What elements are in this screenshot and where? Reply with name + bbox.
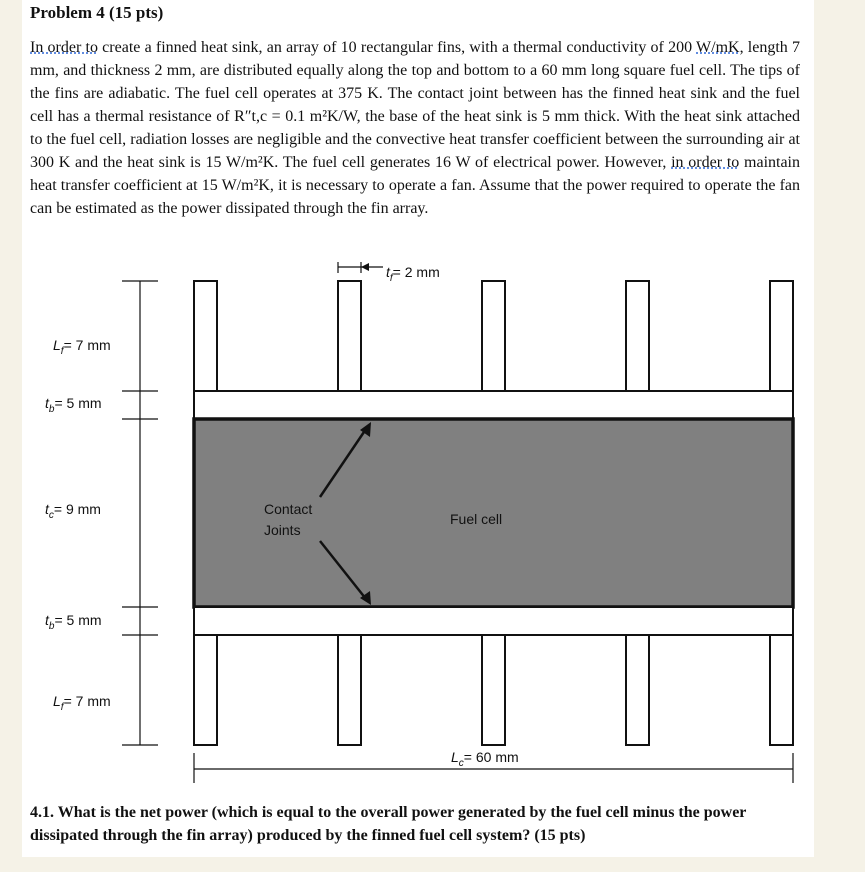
fin-bottom-3 <box>482 635 505 745</box>
contact-label-1: Contact <box>264 501 313 517</box>
contact-label-2: Joints <box>264 522 301 538</box>
lc-label: $L_c= 60$ mm <box>451 749 519 769</box>
fin-bottom-4 <box>626 635 649 745</box>
fin-top-5 <box>770 281 793 391</box>
question-4-1: 4.1. What is the net power (which is equal to the overall power generated by the fuel cell minus the power dissipated through the fin array) produced by the finned fuel cell system? (15 pts) <box>30 804 747 844</box>
lf-bottom-label: $L_f= 7$ mm <box>53 693 111 713</box>
tf-label: $t_f= 2$ mm <box>386 264 440 284</box>
problem-title: Problem 4 (15 pts) <box>30 3 164 22</box>
lf-top-label: $L_f= 7$ mm <box>53 337 111 357</box>
tb-top-label: $t_b= 5$ mm <box>45 395 102 415</box>
text-part-5: in order to <box>671 154 740 171</box>
fin-top-4 <box>626 281 649 391</box>
text-part-2: create a finned heat sink, an array of 10 rectangular fins, with a thermal conductivity of 200 <box>97 39 697 56</box>
tf-dimension-marker <box>338 262 383 273</box>
text-part-3: W/mK <box>696 39 740 56</box>
fuel-cell-label: Fuel cell <box>450 511 503 527</box>
fin-top-1 <box>194 281 217 391</box>
tb-bottom-label: $t_b= 5$ mm <box>45 612 102 632</box>
text-part-4: , length 7 mm, and thickness 2 mm, are distributed equally along the top and bottom to a 60 mm long square fuel cell. The tips of the fins are adiabatic. The fuel cell operates at 375 K. The contact joint between has the finned heat sink and the fuel cell has a thermal resistance of R″t,c = 0.1 m²K/W, the base of the heat sink is 5 mm thick. With the heat sink attached to the fuel cell, radiation losses are negligible and the convective heat transfer coefficient between the surrounding air at 300 K and the heat sink is 15 W/m²K. The fuel cell generates 16 W of electrical power. However, <box>30 39 801 171</box>
fin-bottom-2 <box>338 635 361 745</box>
bottom-base <box>194 607 793 635</box>
fin-bottom-5 <box>770 635 793 745</box>
top-base <box>194 391 793 419</box>
top-fins <box>194 281 793 391</box>
fin-bottom-1 <box>194 635 217 745</box>
tc-label: $t_c= 9$ mm <box>45 501 101 521</box>
text-part-6: maintain heat transfer coefficient at 15 W/m²K, it is necessary to operate a fan. Assume that the power required to operate the fan can be estimated as the power dissipated through the fin array. <box>30 154 801 217</box>
text-part-1: In order to <box>30 39 98 56</box>
bottom-fins <box>194 635 793 745</box>
left-dimension-line <box>122 281 158 745</box>
fin-top-3 <box>482 281 505 391</box>
fin-top-2 <box>338 281 361 391</box>
